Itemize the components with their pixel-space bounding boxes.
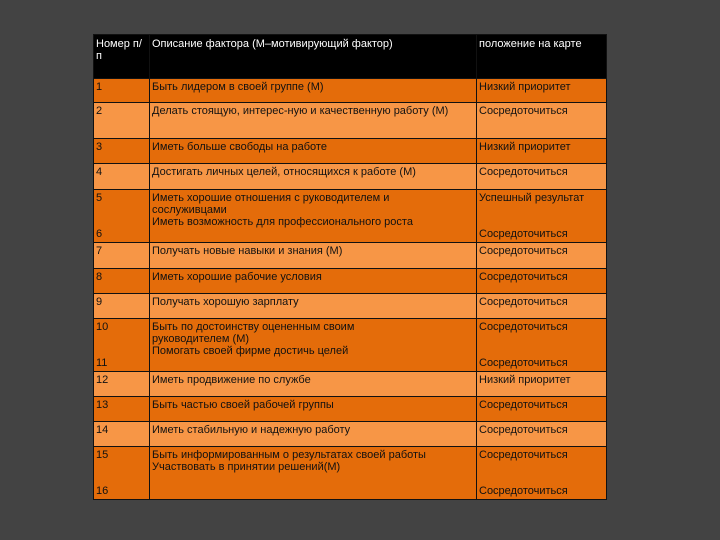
row-position: Сосредоточиться	[477, 422, 607, 447]
row-description: Иметь возможность для профессионального роста	[152, 216, 413, 228]
row-position: Сосредоточиться	[477, 243, 607, 269]
header-position: положение на карте	[477, 35, 607, 79]
table-header-row	[94, 35, 607, 79]
row-description-pair	[150, 319, 477, 372]
row-number-pair	[94, 447, 150, 500]
row-position: Сосредоточиться	[477, 103, 607, 139]
row-description: Делать стоящую, интерес-ную и качественную работу (М)	[150, 103, 477, 139]
table-row-merged	[94, 447, 607, 500]
row-number: 12	[94, 372, 150, 397]
row-position: Сосредоточиться	[477, 397, 607, 422]
table-row	[94, 397, 607, 422]
row-description: Иметь хорошие рабочие условия	[150, 269, 477, 294]
table-row-merged	[94, 319, 607, 372]
row-number: 5	[96, 192, 103, 204]
row-description: Иметь стабильную и надежную работу	[150, 422, 477, 447]
row-number: 4	[94, 164, 150, 190]
table-row	[94, 103, 607, 139]
row-description: Помогать своей фирме достичь целей	[152, 345, 349, 357]
row-number: 7	[94, 243, 150, 269]
row-number: 1	[94, 79, 150, 103]
row-position: Сосредоточиться	[479, 485, 568, 497]
row-position: Сосредоточиться	[479, 449, 568, 461]
row-position: Низкий приоритет	[477, 79, 607, 103]
row-number: 11	[96, 357, 108, 369]
row-number-pair	[94, 319, 150, 372]
table-row	[94, 243, 607, 269]
row-position: Низкий приоритет	[477, 139, 607, 164]
row-description: Иметь продвижение по службе	[150, 372, 477, 397]
header-description: Описание фактора (М–мотивирующий фактор)	[150, 35, 477, 79]
row-position: Сосредоточиться	[479, 357, 568, 369]
header-number: Номер п/п	[94, 35, 150, 79]
row-position: Сосредоточиться	[479, 321, 568, 333]
table-row-merged	[94, 190, 607, 243]
row-number: 3	[94, 139, 150, 164]
factors-table	[93, 34, 607, 500]
table-row	[94, 294, 607, 319]
table-row	[94, 269, 607, 294]
row-position: Низкий приоритет	[477, 372, 607, 397]
table-row	[94, 372, 607, 397]
table-row	[94, 139, 607, 164]
row-position-pair	[477, 190, 607, 243]
row-number: 15	[96, 449, 109, 461]
row-position: Сосредоточиться	[477, 269, 607, 294]
table-row	[94, 79, 607, 103]
row-description: Быть информированным о результатах своей работы	[152, 449, 426, 461]
row-position: Успешный результат	[479, 192, 585, 204]
table-row	[94, 422, 607, 447]
row-number: 10	[96, 321, 109, 333]
row-description: Быть по достоинству оцененным своим руководителем (М)	[152, 321, 355, 345]
row-position: Сосредоточиться	[477, 164, 607, 190]
table-row	[94, 164, 607, 190]
row-description: Иметь хорошие отношения с руководителем и сослуживцами	[152, 192, 390, 216]
row-number: 9	[94, 294, 150, 319]
row-description: Получать хорошую зарплату	[150, 294, 477, 319]
row-number: 16	[96, 485, 109, 497]
row-number: 13	[94, 397, 150, 422]
row-description: Достигать личных целей, относящихся к работе (М)	[150, 164, 477, 190]
row-description: Участвовать в принятии решений(М)	[152, 461, 341, 473]
row-number: 6	[96, 228, 103, 240]
row-description: Получать новые навыки и знания (М)	[150, 243, 477, 269]
row-number: 14	[94, 422, 150, 447]
row-number: 8	[94, 269, 150, 294]
row-number-pair	[94, 190, 150, 243]
row-description: Быть частью своей рабочей группы	[150, 397, 477, 422]
row-description-pair	[150, 190, 477, 243]
row-position: Сосредоточиться	[479, 228, 568, 240]
row-description-pair	[150, 447, 477, 500]
row-position-pair	[477, 447, 607, 500]
row-position-pair	[477, 319, 607, 372]
row-position: Сосредоточиться	[477, 294, 607, 319]
row-number: 2	[94, 103, 150, 139]
row-description: Быть лидером в своей группе (М)	[150, 79, 477, 103]
row-description: Иметь больше свободы на работе	[150, 139, 477, 164]
